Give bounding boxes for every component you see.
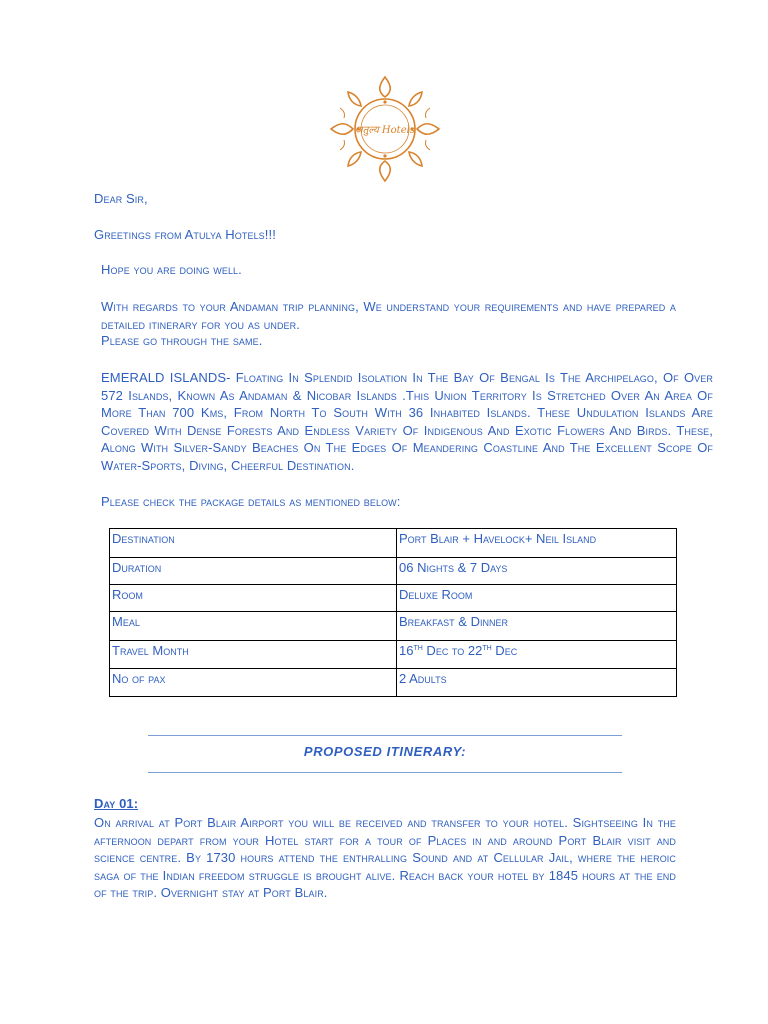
to-sup: TH xyxy=(482,645,492,652)
itinerary-top-rule xyxy=(148,735,622,736)
itinerary-title: PROPOSED ITINERARY: xyxy=(303,744,467,759)
package-table xyxy=(109,528,677,697)
day1-text: On arrival at Port Blair Airport you will be received and transfer to your hotel. Sightseeing In the afternoon depart from your Hotel start for a tour of Places in and around Port Blair visit and science centre. By 1730 hours attend the enthralling Sound and at Cellular Jail, where the heroic saga of the Indian freedom struggle is brought alive. Reach back your hotel by 1845 hours at the end of the trip. Overnight stay at Port Blair. xyxy=(94,815,676,901)
emerald-body: Floating In Splendid Isolation In The Bay Of Bengal Is The Archipelago, Of Over 572 Islands, Known As Andaman & Nicobar Islands .This Union Territory Is Stretched Over An Area Of More Than 700 Kms, From North To South With 36 Inhabited Islands. These Undulation Islands Are Covered With Dense Forests And Endless Variety Of Indigenous And Exotic Flowers And Birds. These, Along With Silver-Sandy Beaches On The Edges Of Meandering Coastline And The Excellent Scope Of Water-Sports, Diving, Cheerful Destination. xyxy=(101,370,713,473)
to-end: Dec xyxy=(491,643,518,658)
duration-label: Duration xyxy=(110,558,397,585)
duration-value: 06 Nights & 7 Days xyxy=(397,558,677,585)
from-mid: Dec to xyxy=(422,643,468,658)
room-label: Room xyxy=(110,585,397,612)
from-sup: TH xyxy=(413,645,423,652)
greeting: Greetings from Atulya Hotels!!! xyxy=(94,227,276,242)
check-line: Please check the package details as mentioned below: xyxy=(101,494,401,509)
room-value: Deluxe Room xyxy=(397,585,677,612)
day1-heading: Day 01: xyxy=(94,796,139,811)
table-row xyxy=(110,612,677,641)
emerald-paragraph xyxy=(101,369,713,475)
hope-line: Hope you are doing well. xyxy=(101,262,242,277)
itinerary-bottom-rule xyxy=(148,772,622,773)
hotel-logo xyxy=(326,72,444,186)
intro-paragraph: With regards to your Andaman trip planning, We understand your requirements and have prepared a detailed itinerary for you as under. xyxy=(101,299,677,332)
table-row xyxy=(110,529,677,558)
pax-label: No of pax xyxy=(110,669,397,697)
travel-month-label: Travel Month xyxy=(110,641,397,669)
meal-value: Breakfast & Dinner xyxy=(397,612,677,641)
to-day: 22 xyxy=(467,643,483,658)
intro-go-through: Please go through the same. xyxy=(101,333,263,348)
table-row xyxy=(110,585,677,612)
table-row xyxy=(110,641,677,669)
travel-month-value xyxy=(397,641,677,669)
pax-value: 2 Adults xyxy=(397,669,677,697)
from-day: 16 xyxy=(399,643,414,658)
salutation: Dear Sir, xyxy=(94,191,148,206)
emerald-title: EMERALD ISLANDS- xyxy=(101,370,231,385)
table-row xyxy=(110,669,677,697)
logo-text: अतुल्य Hotels xyxy=(355,125,415,136)
destination-label: Destination xyxy=(110,529,397,558)
meal-label: Meal xyxy=(110,612,397,641)
destination-value: Port Blair + Havelock+ Neil Island xyxy=(397,529,677,558)
table-row xyxy=(110,558,677,585)
